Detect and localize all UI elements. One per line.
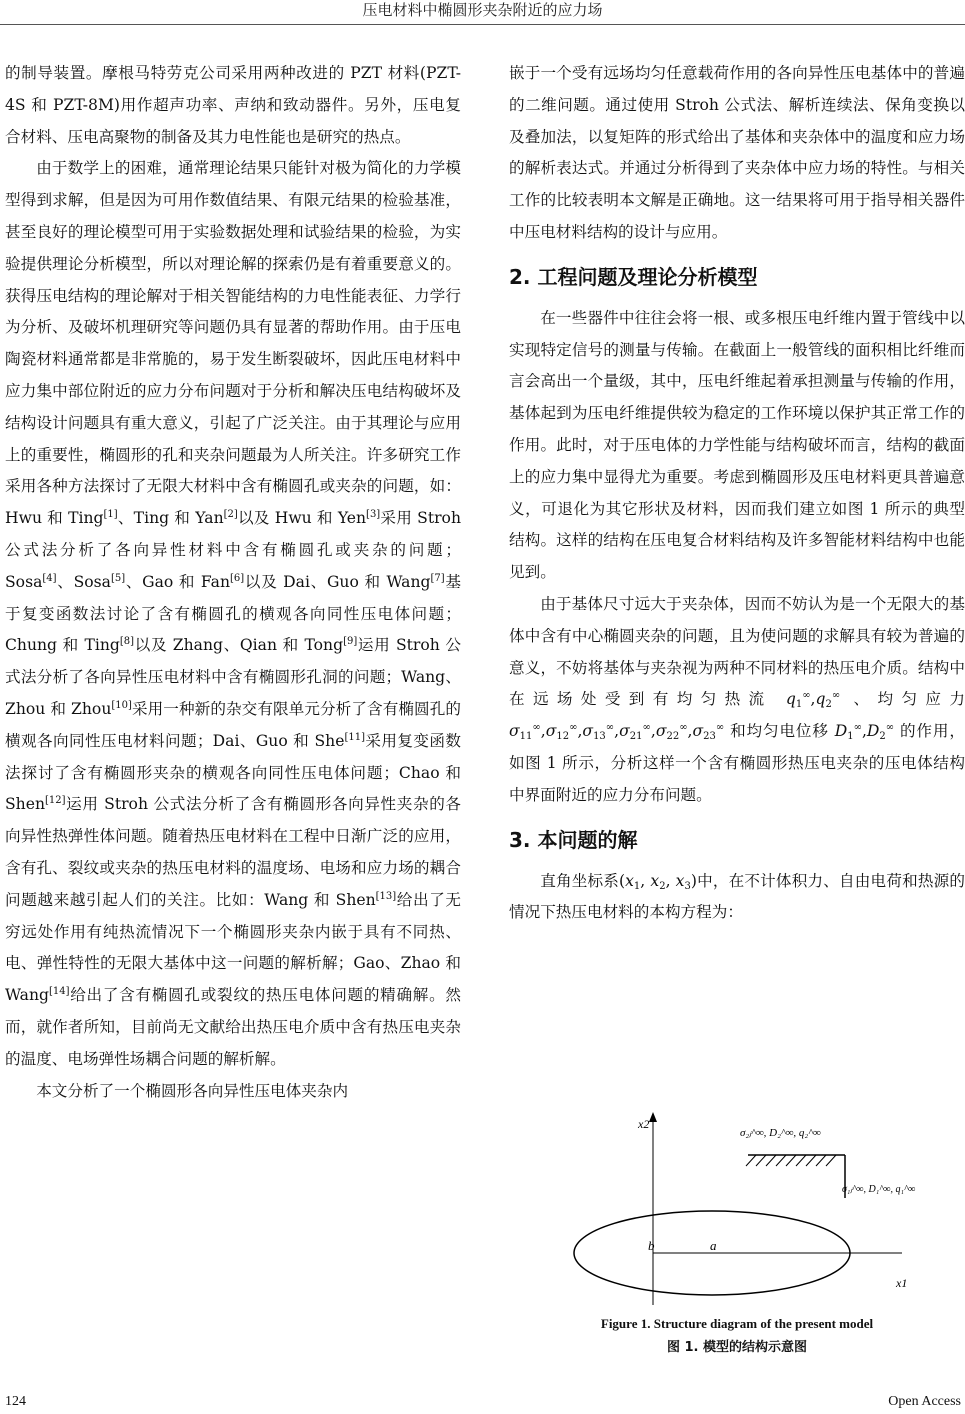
paragraph-intro-continued: 的制导装置。摩根马特劳克公司采用两种改进的 PZT 材料(PZT-4S 和 PZT-8M)用作超声功率、声纳和致动器件。另外，压电复合材料、压电高聚物的制备及其力电性能也是研究的热点。 bbox=[5, 64, 461, 146]
citation-8[interactable]: [8] bbox=[119, 636, 135, 648]
label-x1: x1 bbox=[896, 1276, 908, 1290]
paragraph-literature-review: 由于数学上的困难，通常理论结果只能针对极为简化的力学模型得到求解，但是因为可用作数值结果、有限元结果的检验基准，甚至良好的理论模型可用于实验数据处理和试验结果的检验，为实验提供理论分析模型，所以对理论解的探索仍是有着重要意义的。获得压电结构的理论解对于相关智能结构的力电性能表征、力学行为分析、及破坏机理研究等问题仍具有显著的帮助作用。由于压电陶瓷材料通常都是非常脆的，易于发生断裂破坏，因此压电材料中应力集中部位附近的应力分布问题对于分析和解决压电结构破坏及结构设计问题具有重大意义，引起了广泛关注。由于其理论与应用上的重要性，椭圆形的孔和夹杂问题最为人所关注。许多研究工作采用各种方法探讨了无限大材料中含有椭圆孔或夹杂的问题，如：Hwu 和 Ting[1]、Ting 和 Yan[2]以及 Hwu 和 Yen[3]采用 Stroh 公式法分析了各向异性材料中含有椭圆孔或夹杂的问题；Sosa[4]、Sosa[5]、Gao 和 Fan[6]以及 Dai、Guo 和 Wang[7]基于复变函数法讨论了含有椭圆孔的横观各向同性压电体问题；Chung 和 Ting[8]以及 Zhang、Qian 和 Tong[9]运用 Stroh 公式法分析了各向异性压电材料中含有椭圆形孔洞的问题；Wang、Zhou 和 Zhou[10]采用一种新的杂交有限单元分析了含有椭圆孔的横观各向同性压电材料问题；Dai、Guo 和 She[11]采用复变函数法探讨了含有椭圆形夹杂的横观各向同性压电体问题；Chao 和 Shen[12]运用 Stroh 公式法分析了含有椭圆形各向异性夹杂的各向异性热弹性体问题。随着热压电材料在工程中日渐广泛的应用，含有孔、裂纹或夹杂的热压电材料的温度场、电场和应力场的耦合问题越来越引起人们的关注。比如：Wang 和 Shen[13]给出了无穷远处作用有纯热流情况下一个椭圆形夹杂内嵌于具有不同热、电、弹性特性的无限大基体中这一问题的解析解；Gao、Zhao 和 Wang[14]给出了含有椭圆孔或裂纹的热压电体问题的精确解。然而，就作者所知，目前尚无文献给出热压电介质中含有热压电夹杂的温度、电场弹性场耦合问题的解析解。 bbox=[5, 159, 461, 1068]
citation-1[interactable]: [1] bbox=[103, 509, 118, 521]
label-right-load: σ₁ⱼ^∞, D₁^∞, q₁^∞ bbox=[842, 1184, 916, 1195]
right-column bbox=[509, 58, 965, 929]
label-x2: x2 bbox=[638, 1117, 650, 1131]
citation-2[interactable]: [2] bbox=[223, 509, 238, 521]
paragraph-coordinate-system: 直角坐标系($x_1$, $x_2$, $x_3$)中，在不计体积力、自由电荷和热源的情况下热压电材料的本构方程为： bbox=[509, 871, 965, 922]
section-heading-2: 2. 工程问题及理论分析模型 bbox=[509, 264, 758, 289]
section-heading-3: 3. 本问题的解 bbox=[509, 827, 638, 852]
citation-3[interactable]: [3] bbox=[366, 509, 381, 521]
figure-caption-english: Figure 1. Structure diagram of the present model bbox=[600, 1316, 874, 1331]
paragraph-model-description: 由于基体尺寸远大于夹杂体，因而不妨认为是一个无限大的基体中含有中心椭圆夹杂的问题，且为使问题的求解具有较为普遍的意义，不妨将基体与夹杂视为两种不同材料的热压电介质。结构中在远场处受到有均匀热流 $q_1^\infty,q_2^\infty$ 、均匀应力 $\sigma_{11}^\infty,\sigma_{12}^\infty,\sigma_{13}^\infty,\sigma_{21}^\infty,\sigma_{22}^\infty,\sigma_{23}^\infty$ 和均匀电位移 $D_1^\infty,D_2^\infty$ 的作用，如图 1 所示，分析这样一个含有椭圆形热压电夹杂的压电体结构中界面附近的应力分布问题。 bbox=[509, 594, 965, 804]
formula-heat-flux: $q_1^\infty,q_2^\infty$ bbox=[785, 690, 841, 711]
header-rule bbox=[0, 24, 965, 25]
citation-12[interactable]: [12] bbox=[45, 795, 66, 807]
paragraph-present-work-continued: 嵌于一个受有远场均匀任意载荷作用的各向异性压电基体中的普遍的二维问题。通过使用 Stroh 公式法、解析连续法、保角变换以及叠加法，以复矩阵的形式给出了基体和夹杂体中的温度和应力场的解析表达式。并通过分析得到了夹杂体中应力场的特性。与相关工作的比较表明本文解是正确地。这一结果将可用于指导相关器件中压电材料结构的设计与应用。 bbox=[509, 64, 965, 241]
citation-9[interactable]: [9] bbox=[343, 636, 358, 648]
citation-7[interactable]: [7] bbox=[430, 572, 445, 584]
citation-5[interactable]: [5] bbox=[110, 572, 126, 584]
citation-6[interactable]: [6] bbox=[230, 572, 245, 584]
paragraph-engineering-problem: 在一些器件中往往会将一根、或多根压电纤维内置于管线中以实现特定信号的测量与传输。在截面上一般管线的面积相比纤维而言会高出一个量级，其中，压电纤维起着承担测量与传输的作用，基体起到为压电纤维提供较为稳定的工作环境以保护其正常工作的作用。此时，对于压电体的力学性能与结构破坏而言，结构的截面上的应力集中显得尤为重要。考虑到椭圆形及压电材料更具普遍意义，可退化为其它形状及材料，因而我们建立如图 1 所示的典型结构。这样的结构在压电复合材料结构及许多智能材料结构中也能见到。 bbox=[509, 308, 965, 582]
figure-structure-diagram bbox=[560, 1110, 920, 1310]
left-column bbox=[5, 58, 461, 1107]
page-footer bbox=[0, 1394, 965, 1414]
citation-14[interactable]: [14] bbox=[49, 986, 70, 998]
citation-13[interactable]: [13] bbox=[375, 890, 397, 902]
running-title: 压电材料中椭圆形夹杂附近的应力场 bbox=[362, 1, 603, 19]
citation-4[interactable]: [4] bbox=[42, 572, 57, 584]
citation-10[interactable]: [10] bbox=[111, 699, 132, 711]
page-number: 124 bbox=[5, 1394, 26, 1409]
formula-stress: $\sigma_{11}^\infty,\sigma_{12}^\infty,\sigma_{13}^\infty,\sigma_{21}^\infty,\sigma_{22}^\infty,\sigma_{23}^\infty$ bbox=[509, 722, 725, 743]
label-a: a bbox=[710, 1238, 717, 1253]
label-top-load: σ₂ⱼ^∞, D₂^∞, q₂^∞ bbox=[740, 1127, 821, 1139]
hatching-icon bbox=[746, 1155, 836, 1166]
citation-11[interactable]: [11] bbox=[344, 731, 365, 743]
paragraph-present-work: 本文分析了一个椭圆形各向异性压电体夹杂内 bbox=[36, 1081, 349, 1100]
figure-caption-chinese: 图 1. 模型的结构示意图 bbox=[666, 1340, 808, 1355]
label-b: b bbox=[648, 1238, 655, 1253]
formula-electric-displacement: $D_1^\infty,D_2^\infty$ bbox=[834, 722, 895, 743]
x2-arrowhead-icon bbox=[649, 1112, 657, 1122]
open-access-label: Open Access bbox=[888, 1394, 961, 1409]
